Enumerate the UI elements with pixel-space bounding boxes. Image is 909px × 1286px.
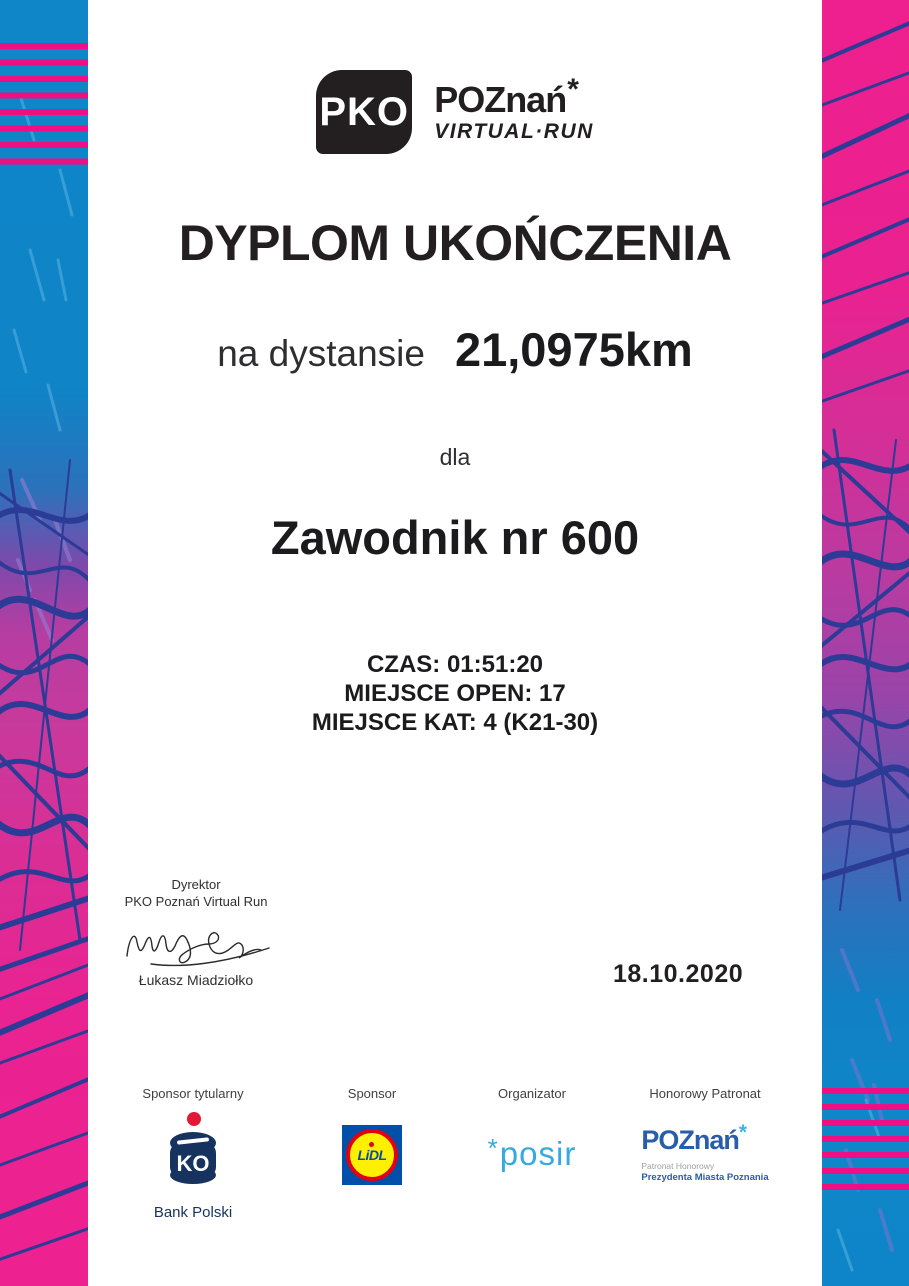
poznan-asterisk-icon: * xyxy=(567,73,578,106)
bank-polski-text: Bank Polski xyxy=(153,1204,233,1221)
lidl-logo-circle xyxy=(346,1129,398,1181)
posir-wordmark: posir xyxy=(499,1135,577,1172)
result-place-category: MIEJSCE KAT: 4 (K21-30) xyxy=(311,709,599,736)
sponsor-label: Sponsor tytularny xyxy=(142,1086,244,1101)
poznan-wordmark xyxy=(434,73,594,120)
sponsor-column-pko xyxy=(108,1086,278,1221)
poznan-city-wordmark xyxy=(641,1121,768,1155)
posir-asterisk-icon: * xyxy=(487,1133,499,1163)
sponsor-column-lidl xyxy=(287,1086,457,1185)
certificate-content xyxy=(88,0,822,1286)
signatory-name: Łukasz Miadziołko xyxy=(138,972,254,988)
lidl-wordmark: LiDL xyxy=(357,1147,387,1163)
sponsor-label: Honorowy Patronat xyxy=(649,1086,761,1101)
sponsor-label: Sponsor xyxy=(347,1086,397,1101)
event-logo xyxy=(88,70,822,154)
results-block xyxy=(88,650,822,737)
patronat-line2: Prezydenta Miasta Poznania xyxy=(641,1172,769,1183)
pink-stripes-bottom-right xyxy=(822,1088,909,1190)
pko-logo-mark xyxy=(316,70,412,154)
lidl-red-dot xyxy=(369,1142,374,1147)
sponsor-label: Organizator xyxy=(498,1086,566,1101)
participant-name: Zawodnik nr 600 xyxy=(270,511,640,564)
result-place-open: MIEJSCE OPEN: 17 xyxy=(344,680,566,707)
event-date: 18.10.2020 xyxy=(613,960,744,988)
poznan-city-wordmark-text: POZnań xyxy=(641,1125,739,1155)
for-label: dla xyxy=(439,444,471,470)
left-border-art xyxy=(0,0,88,1286)
event-logo-text xyxy=(434,73,594,143)
sponsor-column-posir xyxy=(447,1086,617,1173)
poznan-city-logo xyxy=(641,1121,769,1183)
signature-block xyxy=(106,876,286,989)
lidl-logo xyxy=(342,1125,402,1185)
sponsor-column-poznan xyxy=(620,1086,790,1185)
patronat-line1: Patronat Honorowy xyxy=(641,1161,715,1171)
right-border-art xyxy=(822,0,909,1286)
signatory-role: Dyrektor xyxy=(171,877,221,892)
poznan-city-asterisk-icon: * xyxy=(738,1121,747,1144)
signatory-organization: PKO Poznań Virtual Run xyxy=(124,894,268,909)
distance-prefix: na dystansie xyxy=(217,333,425,374)
distance-value: 21,0975km xyxy=(454,323,693,376)
left-scribble-pattern xyxy=(0,0,88,1286)
result-time: CZAS: 01:51:20 xyxy=(366,651,544,678)
virtual-run-wordmark: VIRTUAL·RUN xyxy=(434,120,594,143)
pko-monogram: KO xyxy=(176,1151,210,1176)
pko-bank-polski-logo xyxy=(161,1109,225,1197)
diploma-title: DYPLOM UKOŃCZENIA xyxy=(178,215,732,271)
distance-row xyxy=(88,322,822,377)
handwritten-signature xyxy=(121,918,271,970)
pink-stripes-top-left xyxy=(0,43,88,171)
pko-logo-text: PKO xyxy=(319,89,410,134)
posir-logo xyxy=(447,1135,617,1173)
poznan-wordmark-text: POZnań xyxy=(434,79,567,120)
